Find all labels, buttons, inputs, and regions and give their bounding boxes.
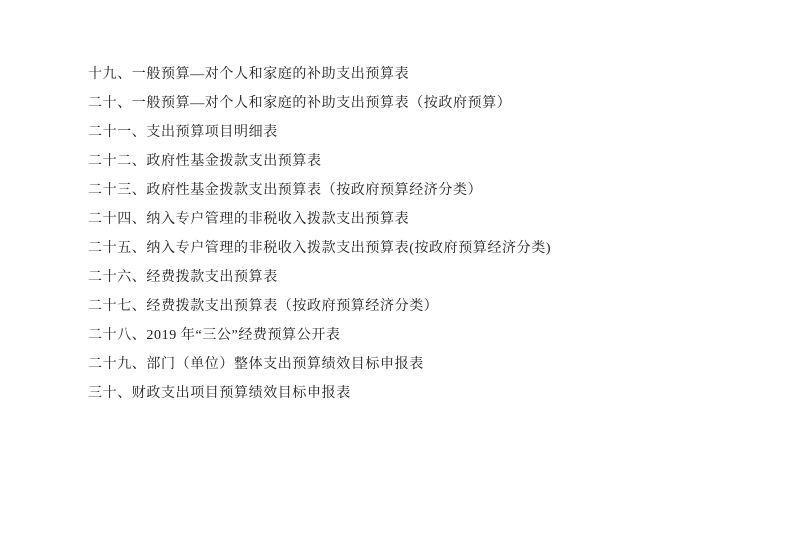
list-item-30: 三十、财政支出项目预算绩效目标申报表 <box>88 386 351 401</box>
list-item-23: 二十三、政府性基金拨款支出预算表（按政府预算经济分类） <box>88 183 483 198</box>
list-item-25: 二十五、纳入专户管理的非税收入拨款支出预算表(按政府预算经济分类) <box>88 241 552 256</box>
list-item-27: 二十七、经费拨款支出预算表（按政府预算经济分类） <box>88 299 439 314</box>
list-item-29: 二十九、部门（单位）整体支出预算绩效目标申报表 <box>88 357 424 372</box>
list-item-28: 二十八、2019 年“三公”经费预算公开表 <box>88 328 341 343</box>
list-item-20: 二十、一般预算—对个人和家庭的补助支出预算表（按政府预算） <box>88 96 512 111</box>
list-item-24: 二十四、纳入专户管理的非税收入拨款支出预算表 <box>88 212 410 227</box>
list-item-19: 十九、一般预算—对个人和家庭的补助支出预算表 <box>88 67 410 82</box>
list-item-21: 二十一、支出预算项目明细表 <box>88 125 278 140</box>
table-of-contents-list <box>88 60 745 408</box>
list-item-22: 二十二、政府性基金拨款支出预算表 <box>88 154 322 169</box>
list-item-26: 二十六、经费拨款支出预算表 <box>88 270 278 285</box>
